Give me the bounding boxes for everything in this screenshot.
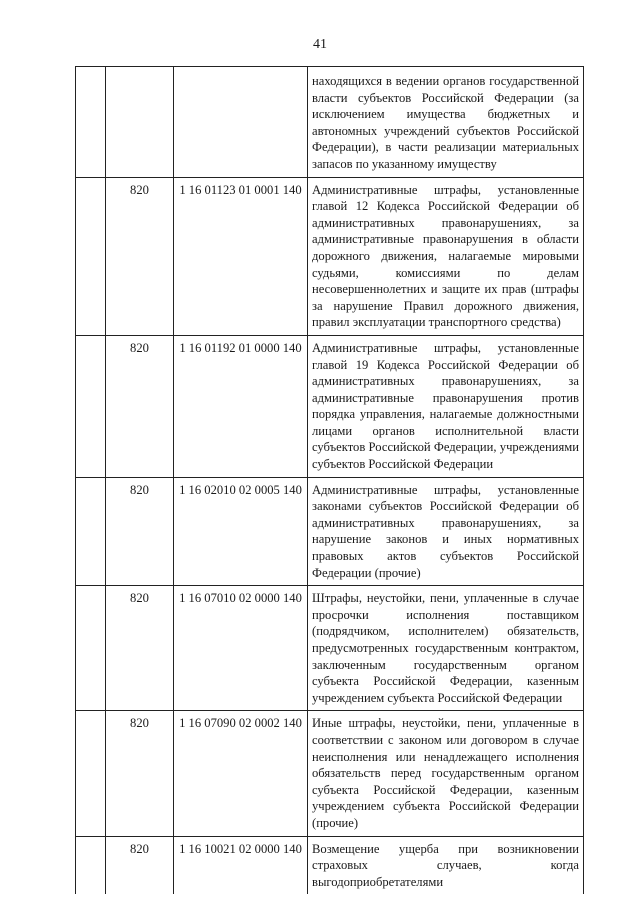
income-description-cell: Иные штрафы, неустойки, пени, уплаченные в соответствии с законом или договором в случае неисполнения или ненадлежащего исполнения обязательств перед государственным органом субъекта Российской Федерации, казенным учреждением субъекта Российской Федерации (прочие) [308, 711, 584, 836]
admin-code-cell: 820 [106, 477, 174, 586]
income-description-cell: Административные штрафы, установленные главой 19 Кодекса Российской Федерации об административных правонарушениях, за административные правонарушения против порядка управления, налагаемые должностными лицами органов исполнительной власти субъектов Российской Федерации, учреждениями субъектов Российской Федерации [308, 335, 584, 477]
empty-cell [76, 335, 106, 477]
table-row [76, 67, 584, 178]
income-code-cell: 1 16 07010 02 0000 140 [174, 586, 308, 711]
income-code-cell [174, 67, 308, 178]
empty-cell [76, 586, 106, 711]
table-row [76, 836, 584, 894]
budget-classification-table [75, 66, 584, 894]
empty-cell [76, 177, 106, 335]
income-code-cell: 1 16 10021 02 0000 140 [174, 836, 308, 894]
table-row [76, 711, 584, 836]
income-code-cell: 1 16 01123 01 0001 140 [174, 177, 308, 335]
income-description-cell: Штрафы, неустойки, пени, уплаченные в случае просрочки исполнения поставщиком (подрядчиком, исполнителем) обязательств, предусмотренных государственным контрактом, заключенным государственным органом субъекта Российской Федерации, казенным учреждением субъекта Российской Федерации [308, 586, 584, 711]
admin-code-cell: 820 [106, 711, 174, 836]
page-number: 41 [313, 37, 327, 52]
income-code-cell: 1 16 02010 02 0005 140 [174, 477, 308, 586]
empty-cell [76, 67, 106, 178]
income-description-cell: Административные штрафы, установленные главой 12 Кодекса Российской Федерации об административных правонарушениях, за административные правонарушения в области дорожного движения, налагаемые мировыми судьями, комиссиями по делам несовершеннолетних и защите их прав (штрафы за нарушение Правил дорожного движения, правил эксплуатации транспортного средства) [308, 177, 584, 335]
admin-code-cell: 820 [106, 836, 174, 894]
empty-cell [76, 836, 106, 894]
table-row [76, 177, 584, 335]
table-row [76, 335, 584, 477]
admin-code-cell [106, 67, 174, 178]
table-row [76, 477, 584, 586]
table-row [76, 586, 584, 711]
admin-code-cell: 820 [106, 586, 174, 711]
income-description-cell: Административные штрафы, установленные законами субъектов Российской Федерации об административных правонарушениях, за нарушение законов и иных нормативных правовых актов субъектов Российской Федерации (прочие) [308, 477, 584, 586]
income-description-cell: Возмещение ущерба при возникновении страховых случаев, когда выгодоприобретателями [308, 836, 584, 894]
income-description-cell: находящихся в ведении органов государственной власти субъектов Российской Федерации (за исключением имущества бюджетных и автономных учреждений субъектов Российской Федерации), в части реализации материальных запасов по указанному имуществу [308, 67, 584, 178]
income-code-cell: 1 16 07090 02 0002 140 [174, 711, 308, 836]
empty-cell [76, 477, 106, 586]
admin-code-cell: 820 [106, 177, 174, 335]
admin-code-cell: 820 [106, 335, 174, 477]
income-code-cell: 1 16 01192 01 0000 140 [174, 335, 308, 477]
empty-cell [76, 711, 106, 836]
